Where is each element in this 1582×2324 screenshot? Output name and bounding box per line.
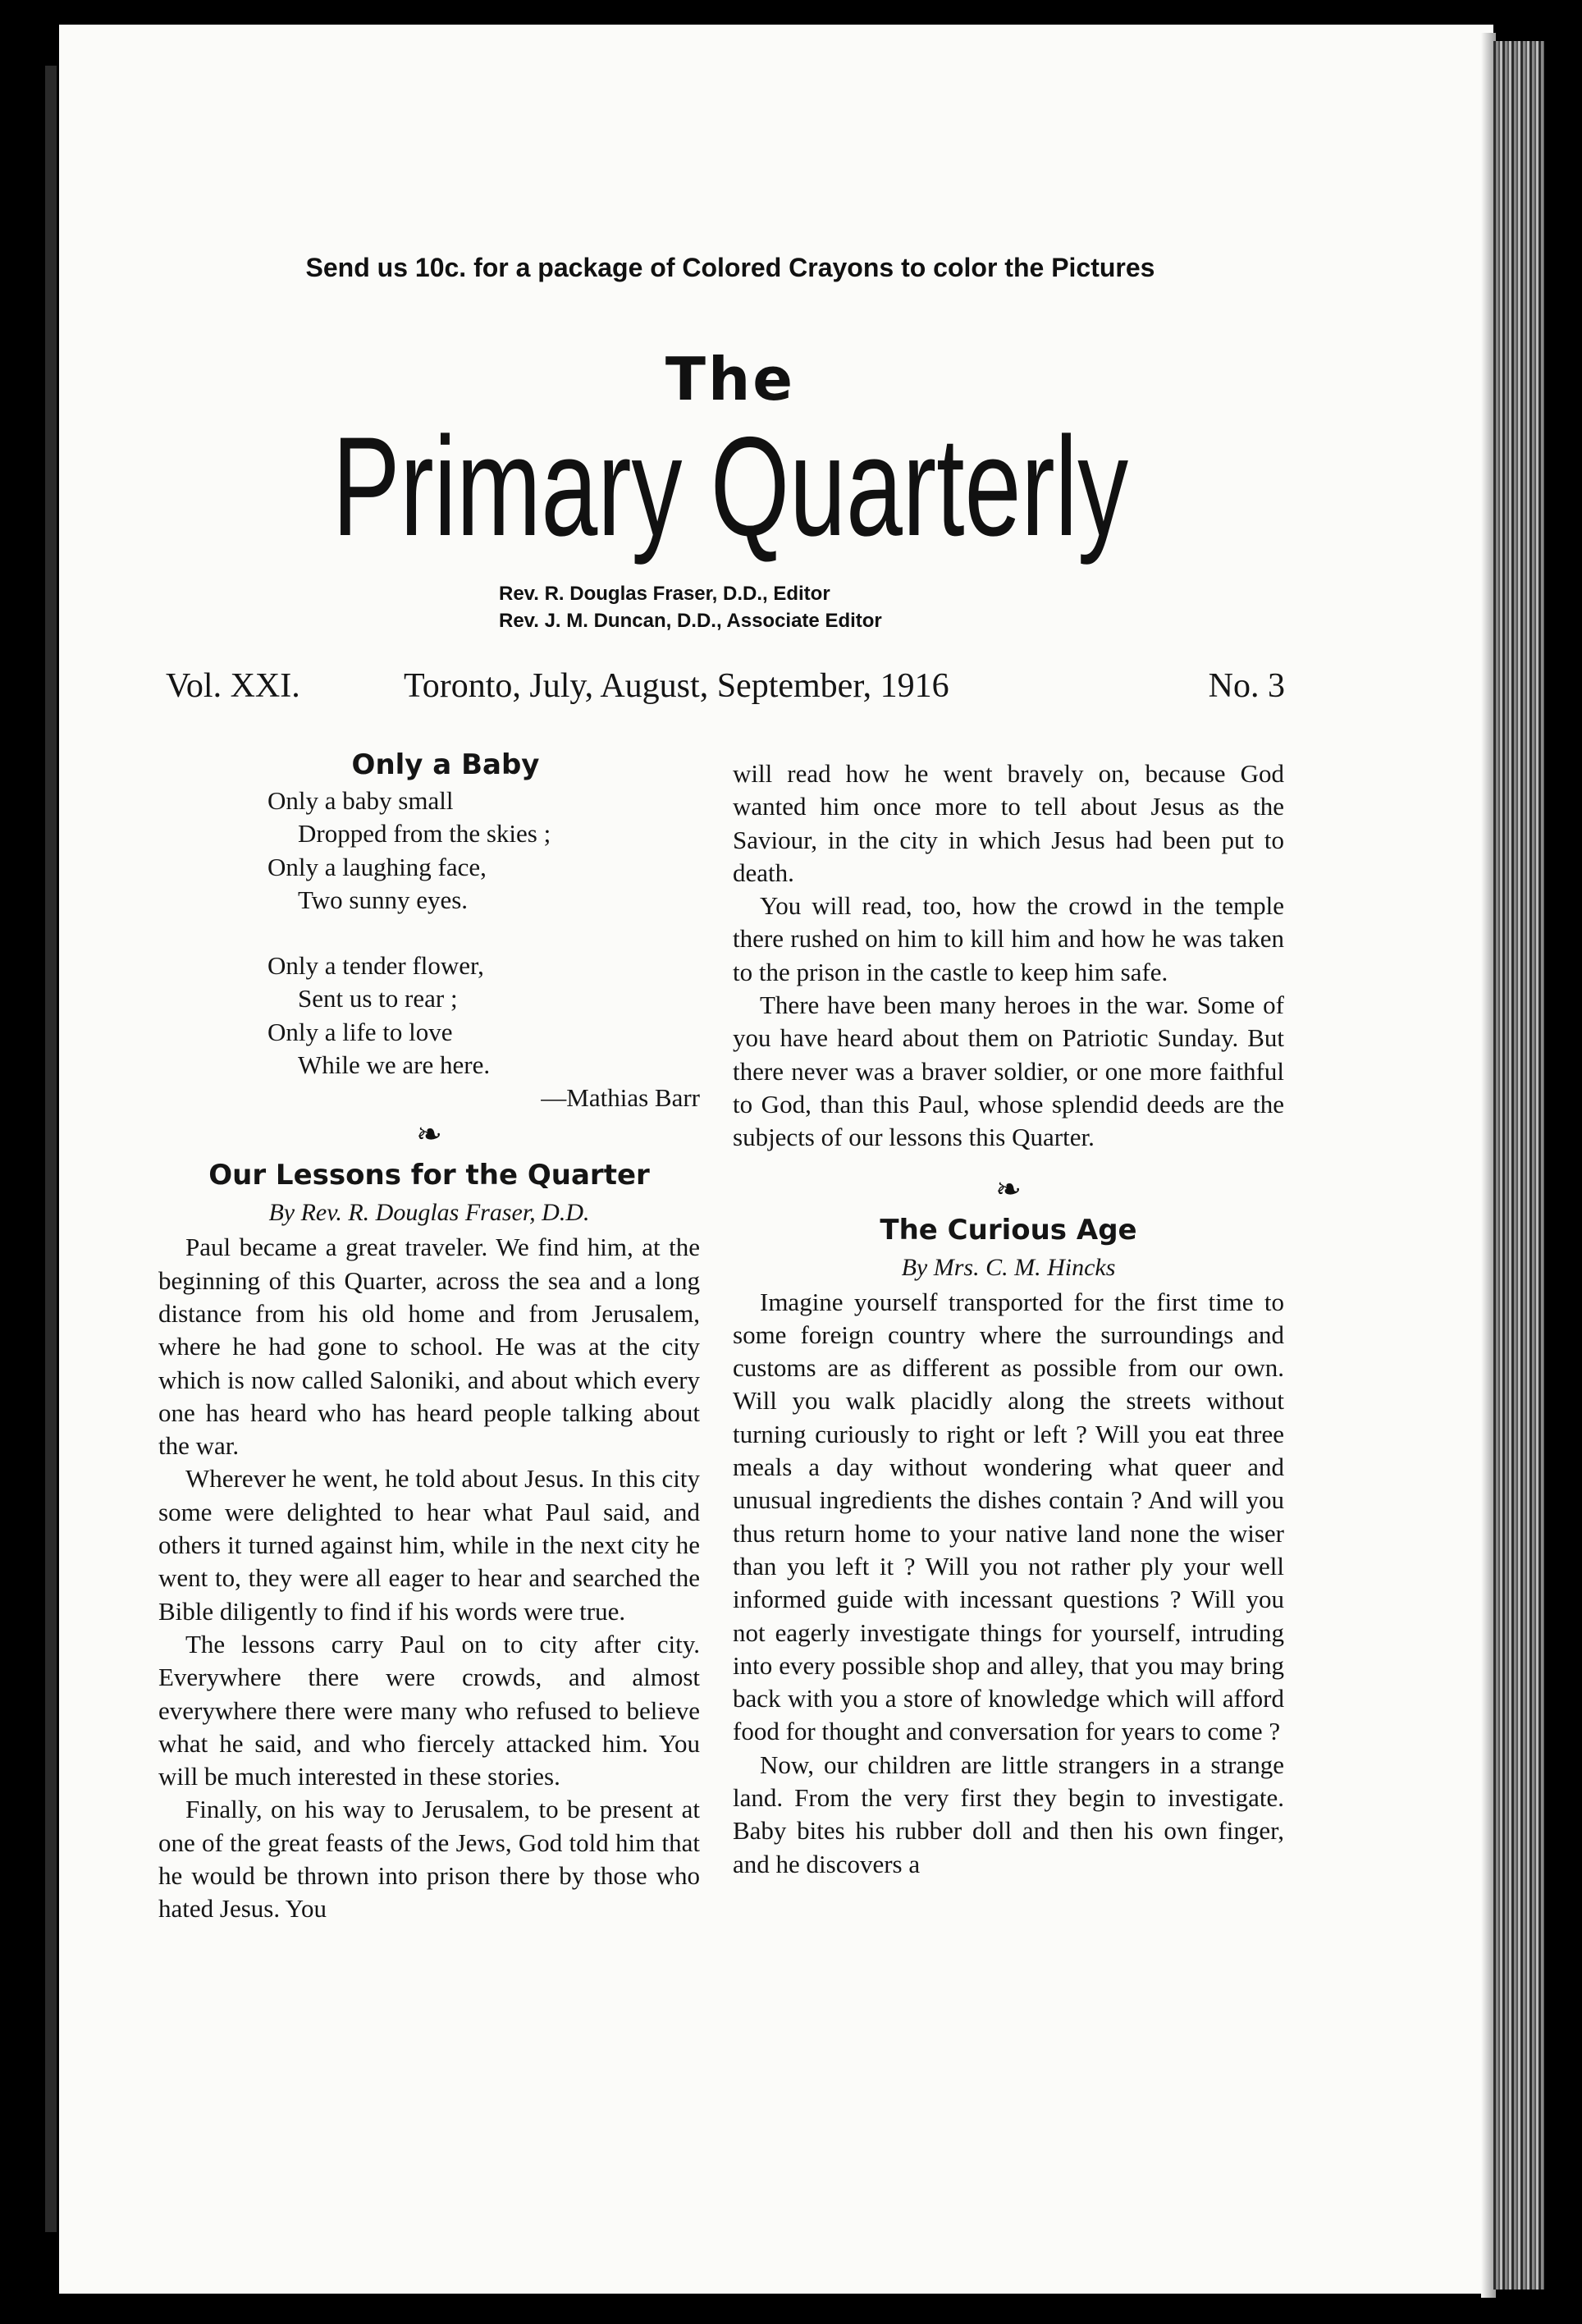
place-and-date: Toronto, July, August, September, 1916 <box>404 667 949 705</box>
issue-number: No. 3 <box>1208 667 1285 705</box>
poem-stanza-2 <box>267 949 700 1082</box>
fleuron-ornament: ❧ <box>995 1172 1022 1207</box>
lessons-paragraph: The lessons carry Paul on to city after city. Everywhere there were crowds, and almost everywhere there were many who refused to believe what he said, and who fiercely attacked him. You will be much interested in these stories. <box>158 1629 700 1791</box>
curious-age-paragraph: Imagine yourself transported for the first time to some foreign country where the surroundings and customs are as different as possible from our own. Will you walk placidly along the streets without turning curiously to right or left ? Will you eat three meals a day without wondering what queer and unusual ingredients the dishes contain ? And will you thus return home to your native land none the wiser than you left it ? Will you not rather ply your well informed guide with incessant questions ? Will you not eagerly investigate things for yourself, intruding into every possible shop and alley, that you may bring back with you a store of knowledge which will afford food for thought and conversation for years to come ? <box>733 1287 1284 1746</box>
lessons-continued-paragraph: There have been many heroes in the war. Some of you have heard about them on Patriotic Sunday. But there never was a braver soldier, or one more faithful to God, than this Paul, whose splendid deeds are the subjects of our lessons this Quarter. <box>733 990 1284 1152</box>
editors-block <box>499 580 1073 634</box>
masthead-the: The <box>665 345 796 414</box>
page-stack-edge <box>1493 41 1544 2290</box>
editor-line: Rev. R. Douglas Fraser, D.D., Editor <box>499 583 830 605</box>
crayons-advert: Send us 10c. for a package of Colored Crayons to color the Pictures <box>305 253 1155 282</box>
issue-line <box>166 666 1285 716</box>
lessons-paragraph: Paul became a great traveler. We find him, at the beginning of this Quarter, across the sea and a long distance from his old home and from Jerusalem, where he had gone to school. He was at the city which is now called Saloniki, and about which every one has heard who has heard people talking about the war. <box>158 1233 700 1461</box>
lessons-paragraph: Finally, on his way to Jerusalem, to be present at one of the great feasts of the Jews, God told him that he would be thrown into prison there by those who hated Jesus. You <box>158 1795 700 1924</box>
volume-number: Vol. XXI. <box>166 667 300 705</box>
left-column <box>158 745 700 1926</box>
lessons-byline: By Rev. R. Douglas Fraser, D.D. <box>268 1199 590 1227</box>
poem-line: Two sunny eyes. <box>298 885 469 914</box>
lessons-continued-paragraph: will read how he went bravely on, because God wanted him once more to tell about Jesus as the Saviour, in the city in which Jesus had been put to death. <box>733 759 1284 887</box>
curious-age-paragraph: Now, our children are little strangers in a strange land. From the very first they begin to investigate. Baby bites his rubber doll and then his own finger, and he discovers a <box>733 1750 1284 1878</box>
poem-line: Only a tender flower, <box>267 951 484 981</box>
poem-stanza-1 <box>267 785 700 917</box>
curious-age-title: The Curious Age <box>880 1213 1137 1247</box>
associate-editor-line: Rev. J. M. Duncan, D.D., Associate Editor <box>499 610 882 632</box>
poem-author: —Mathias Barr <box>541 1083 700 1113</box>
poem-line: While we are here. <box>298 1050 491 1080</box>
poem-title: Only a Baby <box>351 748 540 781</box>
poem-line: Dropped from the skies ; <box>298 819 551 849</box>
right-column <box>733 757 1284 1881</box>
fleuron-ornament: ❧ <box>416 1118 442 1153</box>
poem-line: Only a laughing face, <box>267 852 487 881</box>
curious-age-byline: By Mrs. C. M. Hincks <box>901 1253 1116 1281</box>
poem-line: Only a baby small <box>267 786 454 815</box>
publication-title: Primary Quarterly <box>331 408 1129 565</box>
lessons-paragraph: Wherever he went, he told about Jesus. In this city some were delighted to hear what Paul said, and others it turned against him, while in the next city he went to, they were all eager to hear and searched the Bible diligently to find if his words were true. <box>158 1464 700 1626</box>
lessons-continued-paragraph: You will read, too, how the crowd in the temple there rushed on him to kill him and how he was taken to the prison in the castle to keep him safe. <box>733 891 1284 986</box>
poem-line: Only a life to love <box>267 1017 453 1046</box>
poem-line: Sent us to rear ; <box>298 984 458 1013</box>
lessons-title: Our Lessons for the Quarter <box>208 1159 650 1192</box>
